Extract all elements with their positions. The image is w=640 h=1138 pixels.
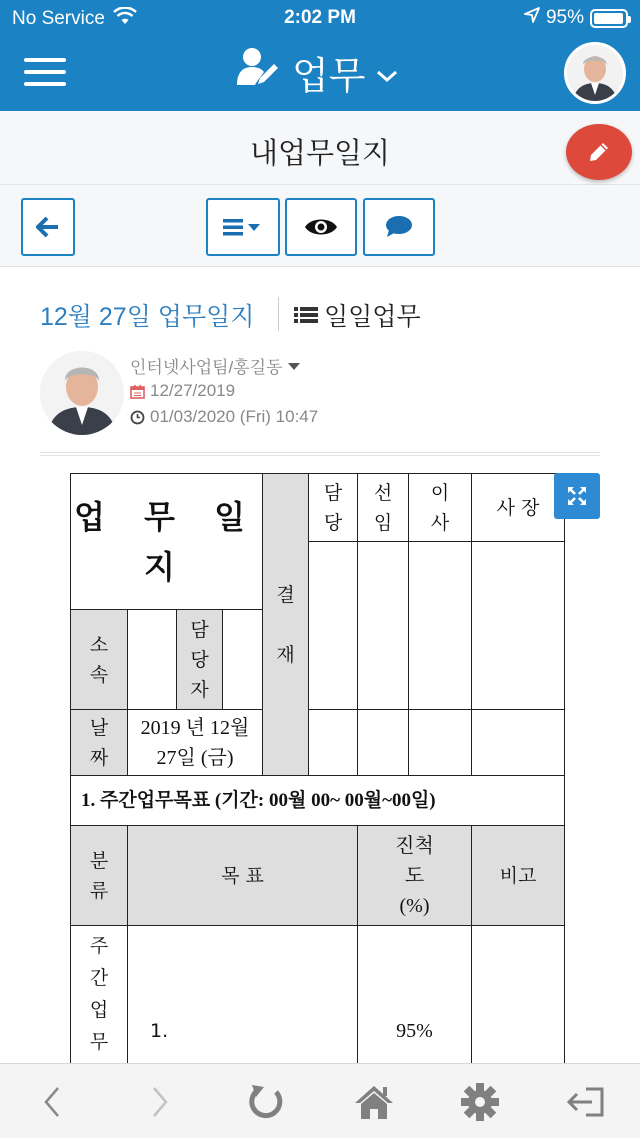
- view-button[interactable]: [285, 198, 357, 256]
- updated-date: 01/03/2020 (Fri) 10:47: [150, 407, 319, 426]
- record-date: 12/27/2019: [150, 381, 236, 400]
- settings-button[interactable]: [458, 1080, 502, 1124]
- fullscreen-button[interactable]: [554, 473, 600, 519]
- col-note: 비고: [472, 826, 565, 926]
- expand-icon: [565, 484, 589, 508]
- record-content: [0, 267, 640, 1063]
- profile-avatar[interactable]: [564, 42, 626, 104]
- home-icon: [353, 1083, 395, 1121]
- doc-title-cell: [71, 474, 263, 610]
- record-type-label: 일일업무: [324, 303, 421, 331]
- refresh-icon: [246, 1083, 286, 1121]
- page-title-bar: [0, 111, 640, 185]
- refresh-button[interactable]: [244, 1080, 288, 1124]
- arrow-left-icon: [36, 216, 60, 238]
- sign-box-3: [409, 542, 472, 710]
- page-title: 내업무일지: [249, 138, 391, 170]
- affiliation-label: 소 속: [71, 610, 128, 710]
- gear-icon: [460, 1082, 500, 1122]
- clock-icon: [130, 410, 145, 425]
- row1-note: [472, 926, 565, 1064]
- chevron-down-icon: [375, 51, 399, 94]
- list-dropdown-icon: [221, 216, 265, 238]
- clock-label: 2:02 PM: [284, 7, 356, 28]
- chevron-right-icon: [147, 1085, 171, 1119]
- manager-value: [223, 610, 263, 710]
- row1-progress: 95%: [358, 926, 472, 1064]
- calendar-icon: [130, 384, 145, 399]
- author-avatar: [40, 351, 124, 435]
- sign-box-2: [358, 542, 409, 710]
- col-category: 분 류: [71, 826, 128, 926]
- date-label: 날 짜: [71, 710, 128, 776]
- sign-box-1: [309, 542, 358, 710]
- app-header: [0, 0, 640, 111]
- record-title[interactable]: 12월 27일 업무일지: [40, 303, 255, 331]
- approver-1: 담 당: [309, 474, 358, 542]
- date-sign-4: [472, 710, 565, 776]
- comment-icon: [384, 215, 414, 239]
- date-sign-2: [358, 710, 409, 776]
- caret-down-icon: [287, 361, 301, 371]
- title-divider: [278, 297, 279, 331]
- author-name: 인터넷사업팀/홍길동: [130, 358, 283, 377]
- comment-button[interactable]: [363, 198, 435, 256]
- location-icon: [524, 7, 540, 29]
- work-log-table: [70, 473, 565, 1063]
- sign-box-4: [472, 542, 565, 710]
- chevron-left-icon: [41, 1085, 65, 1119]
- eye-icon: [304, 216, 338, 238]
- col-goal: 목 표: [128, 826, 358, 926]
- affiliation-value: [128, 610, 177, 710]
- module-title: 업무: [292, 55, 366, 98]
- battery-icon: [590, 9, 628, 28]
- record-type: [294, 297, 421, 333]
- user-photo-icon: [40, 351, 124, 435]
- approval-label: 결 재: [263, 474, 309, 776]
- module-switcher[interactable]: [236, 50, 399, 98]
- divider: [40, 452, 600, 456]
- status-bar: [0, 0, 640, 36]
- approver-3: 이 사: [409, 474, 472, 542]
- pencil-icon: [586, 139, 612, 165]
- menu-hamburger-button[interactable]: [24, 58, 66, 86]
- list-menu-button[interactable]: [206, 198, 280, 256]
- user-photo-icon: [567, 45, 623, 101]
- back-button[interactable]: [21, 198, 75, 256]
- doc-title-line2: 지: [144, 547, 189, 586]
- bottom-nav-bar: [0, 1063, 640, 1138]
- nav-forward-button[interactable]: [137, 1080, 181, 1124]
- date-sign-3: [409, 710, 472, 776]
- action-toolbar: [0, 185, 640, 267]
- date-sign-1: [309, 710, 358, 776]
- carrier-label: No Service: [12, 8, 105, 29]
- battery-percent: 95%: [545, 7, 584, 28]
- section-weekly-goal: 1. 주간업무목표 (기간: 00월 00~ 00월~00일): [71, 776, 565, 826]
- row1-goal: 1.: [128, 926, 358, 1064]
- col-progress: 진척 도 (%): [358, 826, 472, 926]
- nav-back-button[interactable]: [31, 1080, 75, 1124]
- author-dropdown[interactable]: [130, 353, 301, 378]
- doc-title-line1: 업 무 일: [73, 497, 260, 536]
- home-button[interactable]: [352, 1080, 396, 1124]
- logout-button[interactable]: [565, 1080, 609, 1124]
- manager-label: 담 당 자: [177, 610, 223, 710]
- edit-button[interactable]: [566, 124, 632, 180]
- date-value: 2019 년 12월 27일 (금): [128, 710, 263, 776]
- updated-date-row: [130, 407, 318, 427]
- list-icon: [294, 305, 318, 325]
- record-date-row: [130, 381, 235, 401]
- approver-4: 사 장: [472, 474, 565, 542]
- row1-category: 주 간 업 무: [71, 926, 128, 1064]
- logout-icon: [566, 1083, 608, 1121]
- approver-2: 선 임: [358, 474, 409, 542]
- user-edit-icon: [236, 47, 282, 97]
